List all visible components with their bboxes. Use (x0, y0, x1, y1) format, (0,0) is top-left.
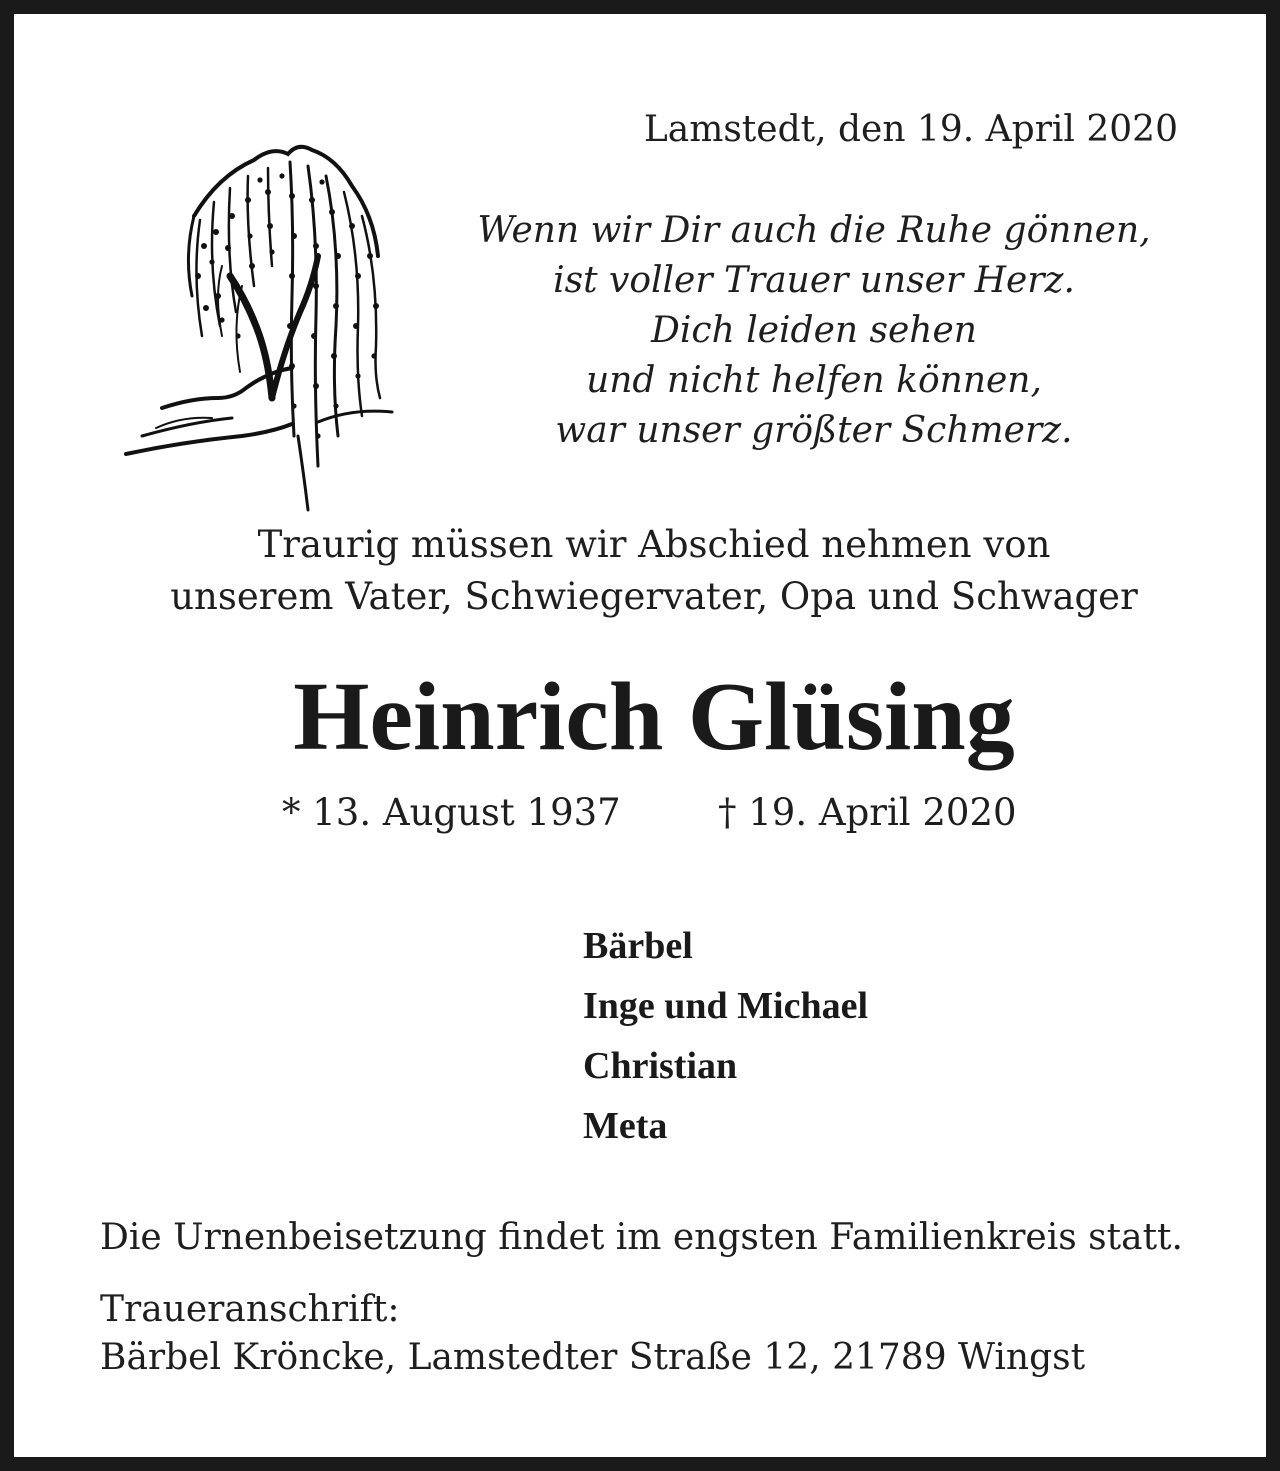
deceased-name: Heinrich Glüsing (293, 663, 1015, 771)
address-label: Traueranschrift: (100, 1289, 400, 1330)
mourner-name: Meta (583, 1105, 668, 1147)
mourner-name: Christian (583, 1045, 738, 1087)
mourners-list (583, 916, 868, 1156)
burial-note: Die Urnenbeisetzung findet im engsten Familienkreis statt. (100, 1217, 1183, 1258)
place-date: Lamstedt, den 19. April 2020 (643, 109, 1178, 150)
poem-line: Wenn wir Dir auch die Ruhe gönnen, (477, 210, 1151, 251)
address-text: Bärbel Kröncke, Lamstedter Straße 12, 21789 Wingst (100, 1337, 1086, 1378)
death-date: † 19. April 2020 (718, 791, 1017, 834)
intro-line: unserem Vater, Schwiegervater, Opa und Schwager (170, 575, 1138, 618)
poem-line: und nicht helfen können, (586, 360, 1042, 401)
birth-date: * 13. August 1937 (282, 791, 621, 834)
mourner-name: Bärbel (583, 925, 693, 967)
poem-line: war unser größter Schmerz. (555, 410, 1073, 451)
farewell-intro (14, 519, 1280, 623)
mourner-name: Inge und Michael (583, 985, 869, 1027)
poem-line: Dich leiden sehen (651, 310, 977, 351)
poem-line: ist voller Trauer unser Herz. (553, 260, 1075, 301)
intro-line: Traurig müssen wir Abschied nehmen von (257, 523, 1051, 566)
mourning-address (100, 1286, 1085, 1382)
memorial-poem (424, 206, 1204, 456)
weeping-willow-icon (122, 136, 402, 516)
